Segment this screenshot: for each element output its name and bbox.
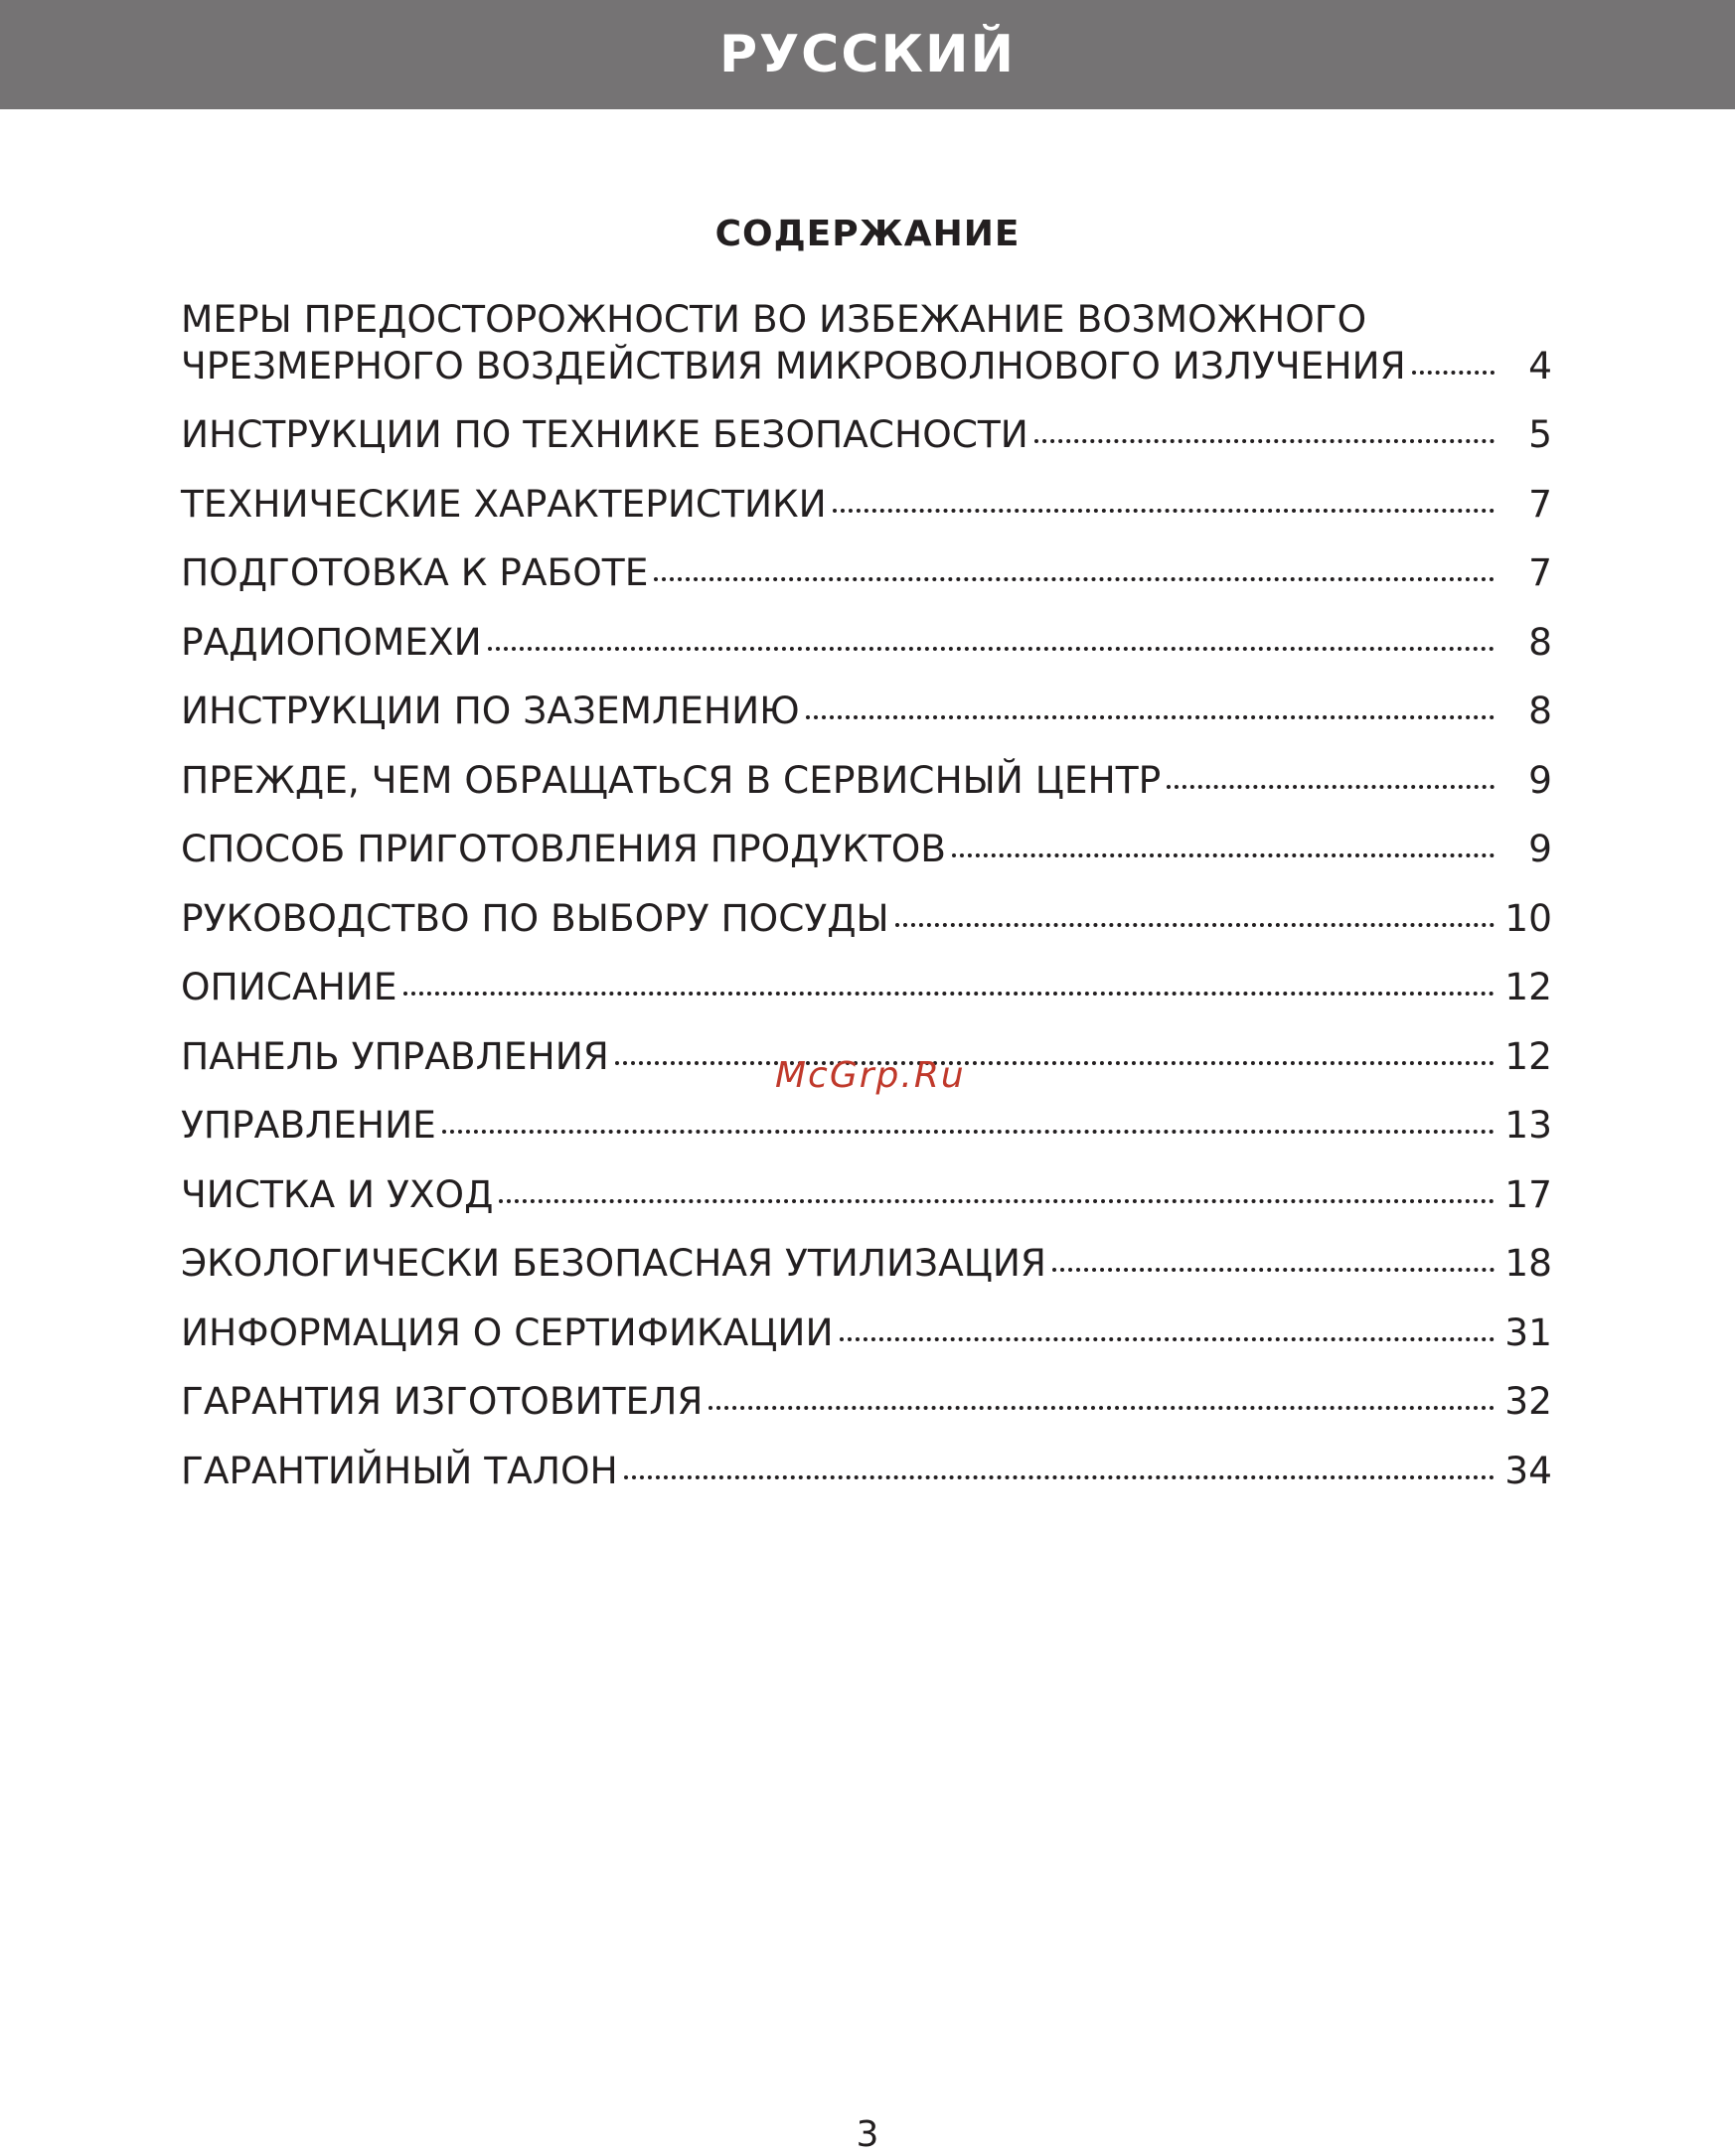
dot-leader: [442, 1126, 1495, 1134]
toc-entry-title: СПОСОБ ПРИГОТОВЛЕНИЯ ПРОДУКТОВ: [181, 827, 947, 870]
toc-entry-page: 9: [1528, 827, 1552, 870]
toc-entry-title: РАДИОПОМЕХИ: [181, 619, 482, 664]
dot-leader: [840, 1333, 1495, 1341]
toc-entry[interactable]: [181, 826, 1552, 872]
toc-entry-title: ЧРЕЗМЕРНОГО ВОЗДЕЙСТВИЯ МИКРОВОЛНОВОГО ИЗЛУЧЕНИЯ: [181, 344, 1406, 387]
dot-leader: [488, 643, 1495, 651]
dot-leader: [1052, 1264, 1495, 1272]
toc-entry-page: 5: [1528, 412, 1552, 456]
toc-entry-page: 34: [1504, 1448, 1552, 1492]
toc-entry[interactable]: [181, 619, 1552, 666]
dot-leader: [806, 711, 1495, 719]
dot-leader: [615, 1057, 1495, 1065]
toc-entry[interactable]: [181, 1171, 1552, 1218]
toc-entry-title: ГАРАНТИЙНЫЙ ТАЛОН: [181, 1448, 618, 1492]
page-number: 3: [856, 2114, 879, 2155]
toc-entry-title: ЧИСТКА И УХОД: [181, 1171, 494, 1216]
toc-entry[interactable]: [181, 688, 1552, 734]
toc-entry[interactable]: [181, 481, 1552, 528]
toc-entry[interactable]: [181, 1309, 1552, 1356]
toc-entry[interactable]: [181, 757, 1552, 804]
toc-entry[interactable]: [181, 296, 1552, 389]
toc-entry[interactable]: [181, 549, 1552, 596]
toc-entry-page: 17: [1504, 1171, 1552, 1216]
dot-leader: [403, 988, 1495, 996]
toc-entry-page: 7: [1528, 481, 1552, 526]
toc-entry-page: 32: [1504, 1379, 1552, 1423]
toc-entry-page: 13: [1504, 1103, 1552, 1147]
toc-entry[interactable]: [181, 411, 1552, 458]
toc-entry-title: УПРАВЛЕНИЕ: [181, 1103, 436, 1147]
toc-entry-page: 12: [1504, 965, 1552, 1008]
toc-entry-title: ОПИСАНИЕ: [181, 965, 397, 1008]
toc-entry-title: ПОДГОТОВКА К РАБОТЕ: [181, 550, 649, 594]
toc-entry-page: 10: [1504, 895, 1552, 940]
header-title: РУССКИЙ: [718, 25, 1017, 84]
toc-entry-title: ПАНЕЛЬ УПРАВЛЕНИЯ: [181, 1033, 609, 1078]
watermark-text: McGrp.Ru: [775, 1055, 966, 1096]
toc-list: [181, 296, 1552, 1516]
dot-leader: [709, 1402, 1495, 1410]
toc-entry-title: ПРЕЖДЕ, ЧЕМ ОБРАЩАТЬСЯ В СЕРВИСНЫЙ ЦЕНТР: [181, 757, 1162, 802]
dot-leader: [654, 573, 1495, 581]
toc-entry-page: 18: [1504, 1241, 1552, 1285]
dot-leader: [952, 849, 1495, 857]
toc-entry-title: ИНФОРМАЦИЯ О СЕРТИФИКАЦИИ: [181, 1309, 834, 1354]
dot-leader: [895, 919, 1495, 927]
toc-entry-title: ЭКОЛОГИЧЕСКИ БЕЗОПАСНАЯ УТИЛИЗАЦИЯ: [181, 1241, 1046, 1285]
toc-entry[interactable]: [181, 1448, 1552, 1494]
dot-leader: [1034, 435, 1495, 443]
toc-heading: СОДЕРЖАНИЕ: [714, 214, 1021, 254]
toc-entry[interactable]: [181, 964, 1552, 1010]
toc-entry-title: РУКОВОДСТВО ПО ВЫБОРУ ПОСУДЫ: [181, 895, 889, 940]
toc-entry-page: 9: [1528, 757, 1552, 802]
toc-entry-page: 8: [1528, 689, 1552, 732]
dot-leader: [499, 1195, 1495, 1203]
toc-entry-title: ГАРАНТИЯ ИЗГОТОВИТЕЛЯ: [181, 1379, 704, 1423]
toc-entry-title: ИНСТРУКЦИИ ПО ТЕХНИКЕ БЕЗОПАСНОСТИ: [181, 412, 1028, 456]
toc-entry-page: 4: [1528, 344, 1552, 387]
dot-leader: [833, 505, 1495, 513]
toc-entry-title-line1: МЕРЫ ПРЕДОСТОРОЖНОСТИ ВО ИЗБЕЖАНИЕ ВОЗМОЖНОГО: [181, 297, 1367, 341]
toc-entry-page: 31: [1504, 1309, 1552, 1354]
header-bar: [0, 0, 1735, 109]
toc-entry[interactable]: [181, 895, 1552, 942]
toc-entry[interactable]: [181, 1102, 1552, 1149]
dot-leader: [1412, 367, 1495, 375]
toc-entry-page: 8: [1528, 619, 1552, 664]
toc-entry-title: ИНСТРУКЦИИ ПО ЗАЗЕМЛЕНИЮ: [181, 689, 800, 732]
dot-leader: [1167, 781, 1495, 789]
toc-entry-title: ТЕХНИЧЕСКИЕ ХАРАКТЕРИСТИКИ: [181, 481, 827, 526]
dot-leader: [624, 1471, 1495, 1479]
toc-entry-page: 7: [1528, 550, 1552, 594]
toc-entry[interactable]: [181, 1378, 1552, 1425]
toc-entry[interactable]: [181, 1240, 1552, 1287]
toc-entry-page: 12: [1504, 1033, 1552, 1078]
